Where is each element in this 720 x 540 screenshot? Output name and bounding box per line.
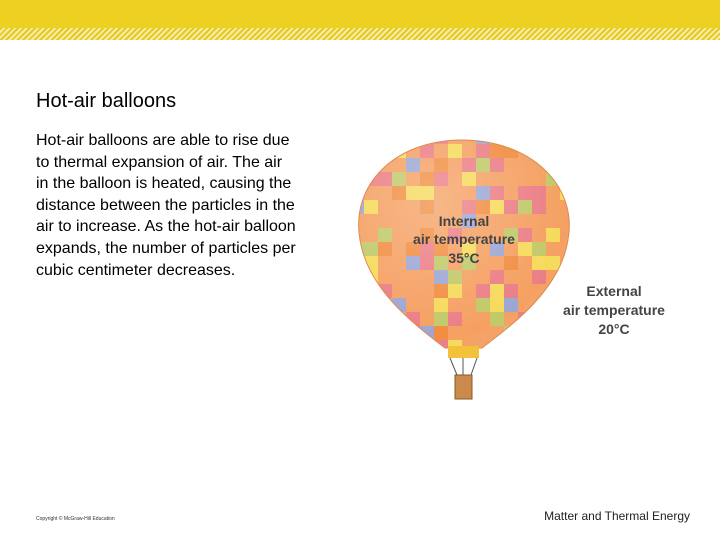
balloon-patch — [532, 340, 546, 354]
balloon-patch — [504, 354, 518, 368]
balloon-patch — [532, 144, 546, 158]
balloon-patch — [420, 368, 434, 382]
balloon-patch — [364, 326, 378, 340]
balloon-patch — [518, 340, 532, 354]
balloon-patch — [504, 130, 518, 144]
balloon-patch — [560, 326, 574, 340]
balloon-patch — [588, 200, 602, 214]
balloon-patch — [532, 130, 546, 144]
balloon-basket — [455, 375, 472, 399]
internal-label-line1: Internal — [438, 213, 490, 229]
balloon-patch — [378, 130, 392, 144]
header-bar — [0, 0, 720, 28]
balloon-patch — [476, 368, 490, 382]
balloon-patch — [406, 340, 420, 354]
balloon-patch — [364, 158, 378, 172]
external-label-line1: External — [586, 283, 642, 299]
balloon-patch — [504, 368, 518, 382]
slide-title: Hot-air balloons — [36, 90, 177, 112]
balloon-patch — [574, 340, 588, 354]
balloon-patch — [588, 242, 602, 256]
balloon-patch — [406, 326, 420, 340]
internal-label-line3: 35°C — [448, 250, 480, 266]
balloon-patch — [378, 354, 392, 368]
balloon-patch — [546, 144, 560, 158]
balloon-patch — [588, 368, 602, 382]
balloon-patch — [588, 172, 602, 186]
balloon-rope — [450, 358, 457, 375]
balloon-patch — [406, 368, 420, 382]
balloon-skirt — [448, 346, 479, 358]
copyright-text: Copyright © McGraw-Hill Education — [36, 516, 115, 522]
balloon-patch — [364, 354, 378, 368]
balloon-patch — [490, 130, 504, 144]
external-label-line3: 20°C — [598, 321, 630, 337]
balloon-patch — [350, 298, 364, 312]
balloon-patch — [364, 284, 378, 298]
course-footer: Matter and Thermal Energy — [544, 509, 690, 523]
header-stripe — [0, 28, 720, 40]
balloon-patch — [546, 312, 560, 326]
balloon-patch — [546, 326, 560, 340]
balloon-patch — [392, 326, 406, 340]
balloon-patch — [532, 312, 546, 326]
balloon-rope — [471, 358, 477, 375]
balloon-patch — [574, 214, 588, 228]
balloon-patch — [490, 354, 504, 368]
balloon-patch — [350, 270, 364, 284]
balloon-patch — [588, 354, 602, 368]
balloon-patch — [350, 340, 364, 354]
balloon-patch — [574, 368, 588, 382]
balloon-patch — [546, 340, 560, 354]
balloon-patch — [392, 368, 406, 382]
balloon-patch — [378, 326, 392, 340]
balloon-patch — [532, 326, 546, 340]
balloon-illustration — [350, 130, 690, 410]
balloon-patch — [406, 130, 420, 144]
balloon-patch — [518, 354, 532, 368]
balloon-patch — [392, 340, 406, 354]
balloon-patch — [350, 256, 364, 270]
balloon-patch — [574, 144, 588, 158]
balloon-patch — [350, 158, 364, 172]
balloon-patch — [490, 340, 504, 354]
balloon-patch — [546, 368, 560, 382]
balloon-patch — [574, 172, 588, 186]
balloon-patch — [588, 186, 602, 200]
external-label-line2: air temperature — [563, 302, 665, 318]
slide-body-text: Hot-air balloons are able to rise due to thermal expansion of air. The air in the balloon is heated, causing the distance between the particles in the air to increase. As the hot-air balloon expands, the number of particles per cubic centimeter decreases. — [36, 132, 296, 279]
internal-label-line2: air temperature — [413, 231, 515, 247]
balloon-patch — [518, 368, 532, 382]
balloon-patch — [350, 144, 364, 158]
balloon-patch — [364, 368, 378, 382]
balloon-patch — [420, 354, 434, 368]
hot-air-balloon-figure — [350, 130, 690, 410]
balloon-patch — [588, 228, 602, 242]
balloon-patch — [574, 186, 588, 200]
balloon-patch — [392, 130, 406, 144]
balloon-patch — [574, 130, 588, 144]
balloon-patch — [546, 354, 560, 368]
